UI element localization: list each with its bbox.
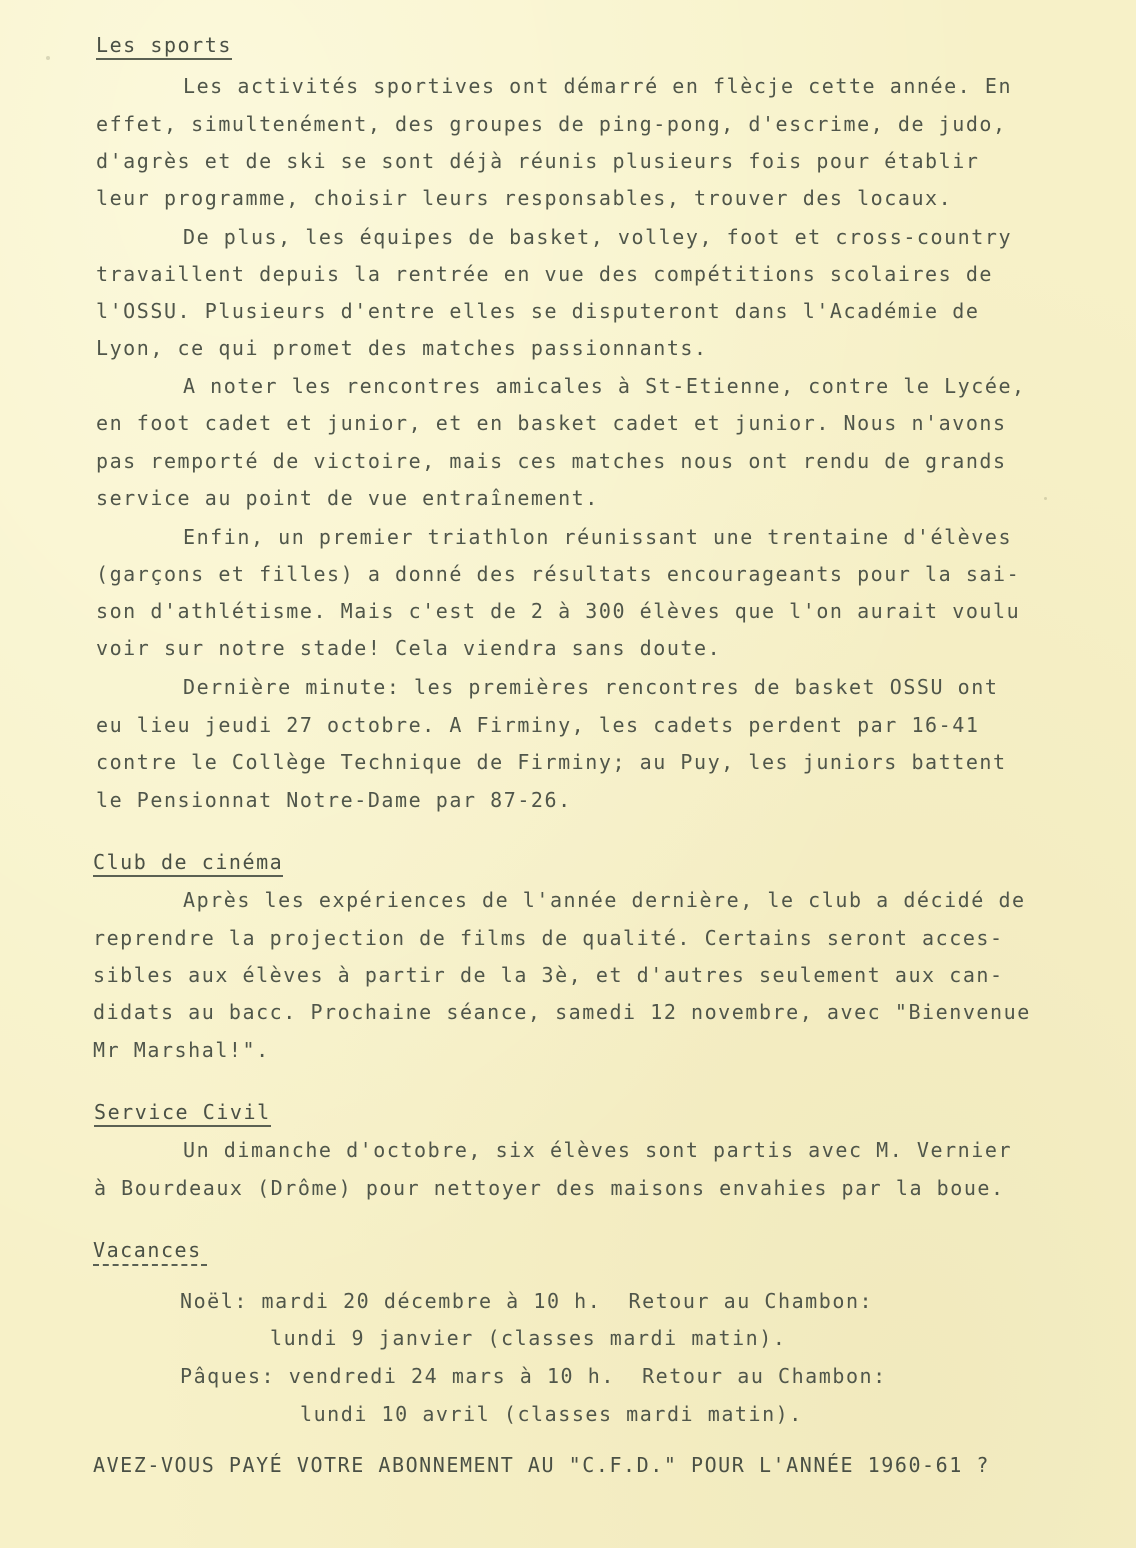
section-heading-service-civil: Service Civil <box>94 1100 271 1127</box>
sports-line: travaillent depuis la rentrée en vue des compétitions scolaires de <box>96 262 994 286</box>
cinema-line: sibles aux élèves à partir de la 3è, et d'autres seulement aux can- <box>93 963 1004 987</box>
sports-line: contre le Collège Technique de Firminy; au Puy, les juniors battent <box>96 750 1007 774</box>
section-heading-sports: Les sports <box>96 33 232 60</box>
sports-line: leur programme, choisir leurs responsables, trouver des locaux. <box>96 186 953 210</box>
cinema-line: didats au bacc. Prochaine séance, samedi 12 novembre, avec "Bienvenue <box>93 1000 1031 1024</box>
subscription-question: AVEZ-VOUS PAYÉ VOTRE ABONNEMENT AU "C.F.D." POUR L'ANNÉE 1960-61 ? <box>93 1453 991 1477</box>
vacances-line: Pâques: vendredi 24 mars à 10 h. Retour au Chambon: <box>180 1364 887 1388</box>
sports-line: service au point de vue entraînement. <box>96 486 599 510</box>
sports-line: eu lieu jeudi 27 octobre. A Firminy, les cadets perdent par 16-41 <box>96 713 980 737</box>
sports-line: (garçons et filles) a donné des résultats encourageants pour la sai- <box>96 562 1021 586</box>
vacances-underline <box>93 1264 207 1266</box>
sports-line: l'OSSU. Plusieurs d'entre elles se disputeront dans l'Académie de <box>96 299 980 323</box>
sports-line: d'agrès et de ski se sont déjà réunis plusieurs fois pour établir <box>96 149 980 173</box>
sports-line: le Pensionnat Notre-Dame par 87-26. <box>96 788 572 812</box>
sports-line: pas remporté de victoire, mais ces matches nous ont rendu de grands <box>96 449 1007 473</box>
cinema-line: reprendre la projection de films de qualité. Certains seront acces- <box>93 926 1004 950</box>
section-heading-cinema: Club de cinéma <box>93 850 283 877</box>
vacances-line: lundi 9 janvier (classes mardi matin). <box>270 1326 787 1350</box>
sports-line: Lyon, ce qui promet des matches passionnants. <box>96 336 708 360</box>
ink-speck <box>46 56 50 60</box>
sports-line: Enfin, un premier triathlon réunissant une trentaine d'élèves <box>183 525 1013 549</box>
vacances-line: Noël: mardi 20 décembre à 10 h. Retour au Chambon: <box>180 1289 874 1313</box>
cinema-line: Après les expériences de l'année dernière, le club a décidé de <box>183 888 1026 912</box>
sports-line: A noter les rencontres amicales à St-Etienne, contre le Lycée, <box>183 374 1026 398</box>
sports-line: De plus, les équipes de basket, volley, foot et cross-country <box>183 225 1013 249</box>
cinema-line: Mr Marshal!". <box>93 1038 270 1062</box>
ink-speck <box>1044 497 1047 500</box>
service-line: Un dimanche d'octobre, six élèves sont partis avec M. Vernier <box>183 1138 1013 1162</box>
vacances-line: lundi 10 avril (classes mardi matin). <box>300 1402 803 1426</box>
sports-line: Dernière minute: les premières rencontres de basket OSSU ont <box>183 675 999 699</box>
sports-line: voir sur notre stade! Cela viendra sans doute. <box>96 636 722 660</box>
sports-line: Les activités sportives ont démarré en flècje cette année. En <box>183 74 1013 98</box>
sports-line: en foot cadet et junior, et en basket cadet et junior. Nous n'avons <box>96 411 1007 435</box>
sports-line: effet, simultenément, des groupes de ping-pong, d'escrime, de judo, <box>96 112 1007 136</box>
service-line: à Bourdeaux (Drôme) pour nettoyer des maisons envahies par la boue. <box>94 1176 1005 1200</box>
sports-line: son d'athlétisme. Mais c'est de 2 à 300 élèves que l'on aurait voulu <box>96 599 1021 623</box>
section-heading-vacances: Vacances <box>93 1238 202 1262</box>
